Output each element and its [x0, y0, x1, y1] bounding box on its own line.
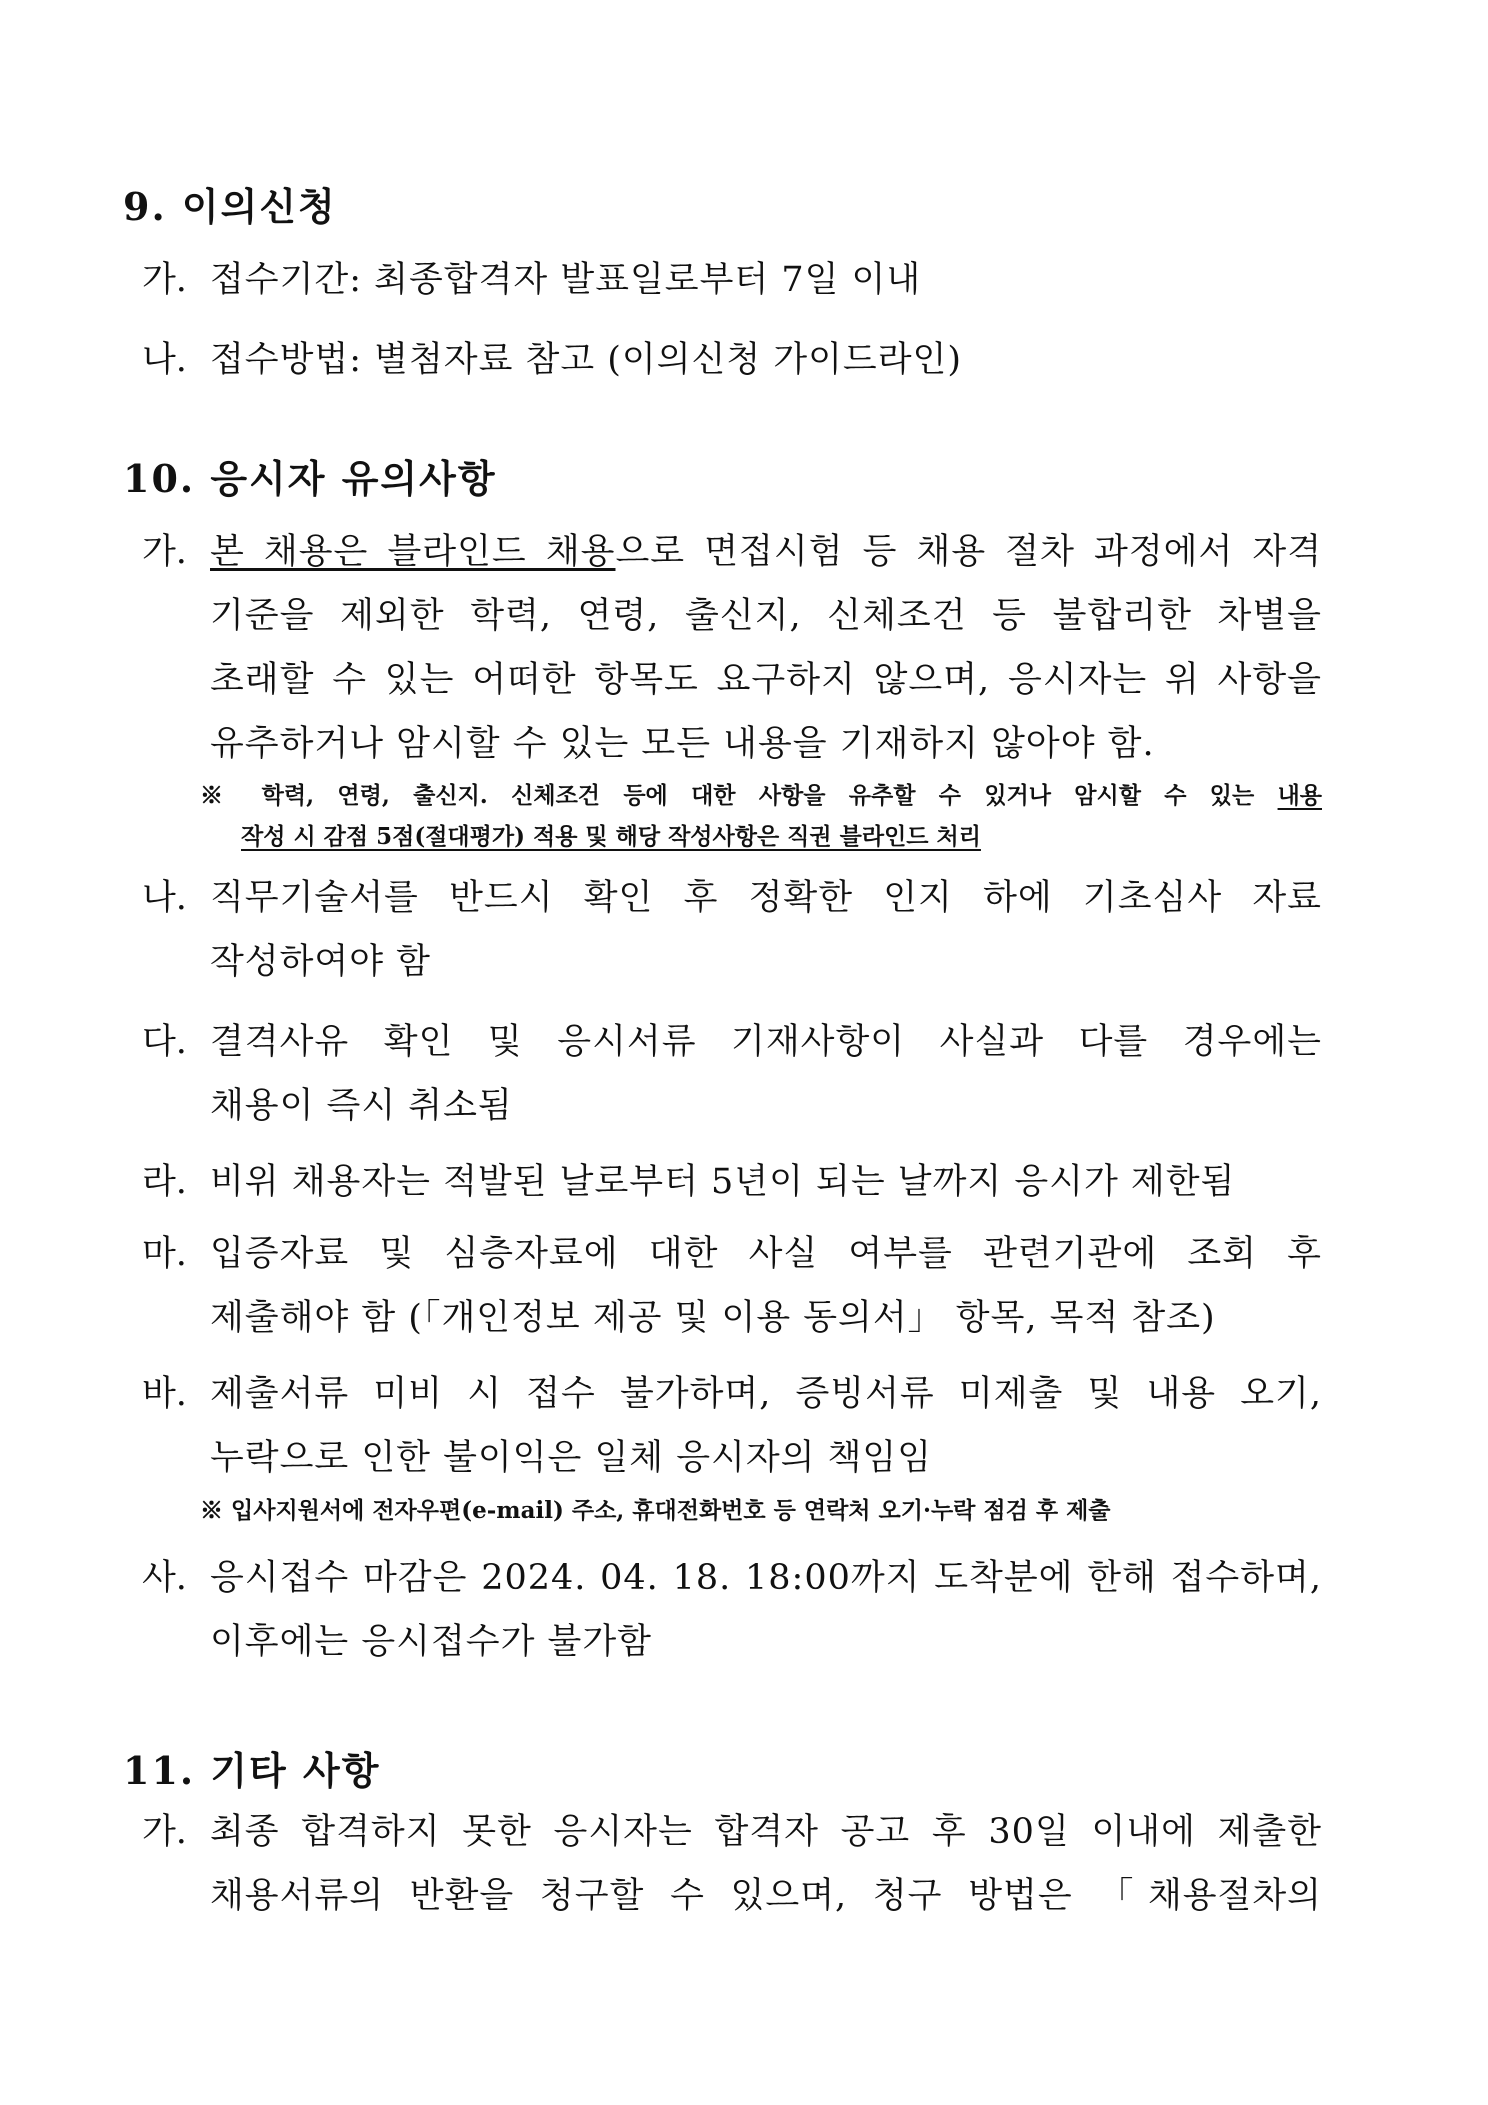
item-text: 접수방법: 별첨자료 참고 (이의신청 가이드라인)	[210, 340, 962, 380]
section-10-item-da	[142, 1010, 1322, 1138]
item-text: 접수기간: 최종합격자 발표일로부터 7일 이내	[210, 260, 922, 300]
item-marker: 다.	[142, 1022, 187, 1062]
item-text-line: 입증자료 및 심층자료에 대한 사실 여부를 관련기관에 조회 후	[210, 1234, 1322, 1274]
blind-recruitment-emphasis: 본 채용은 블라인드 채용	[210, 532, 616, 572]
section-10-item-na	[142, 866, 1322, 994]
item-marker: 사.	[142, 1558, 187, 1598]
item-text-line: 직무기술서를 반드시 확인 후 정확한 인지 하에 기초심사 자료	[210, 878, 1322, 918]
section-10-title: 10. 응시자 유의사항	[123, 456, 497, 501]
section-11-item-ga	[142, 1800, 1322, 1928]
item-text-line: 유추하거나 암시할 수 있는 모든 내용을 기재하지 않아야 함.	[210, 724, 1155, 764]
section-10-note-1	[200, 775, 1322, 857]
item-text-line: 기준을 제외한 학력, 연령, 출신지, 신체조건 등 불합리한 차별을	[210, 596, 1322, 636]
item-text-line: 작성하여야 함	[210, 942, 431, 982]
item-marker: 마.	[142, 1234, 187, 1274]
item-marker: 바.	[142, 1374, 187, 1414]
item-text-line: 이후에는 응시접수가 불가함	[210, 1622, 652, 1662]
item-text-line: 채용서류의 반환을 청구할 수 있으며, 청구 방법은 「채용절차의	[210, 1876, 1322, 1916]
section-10-item-ma	[142, 1222, 1322, 1350]
item-text-line: 결격사유 확인 및 응시서류 기재사항이 사실과 다를 경우에는	[210, 1022, 1322, 1062]
section-9-item-na	[142, 328, 1322, 392]
section-10-note-2	[200, 1490, 1322, 1531]
item-marker: 가.	[142, 1812, 187, 1852]
item-marker: 나.	[142, 340, 187, 380]
item-text-line: 최종 합격하지 못한 응시자는 합격자 공고 후 30일 이내에 제출한	[210, 1812, 1322, 1852]
item-text-line: 초래할 수 있는 어떠한 항목도 요구하지 않으며, 응시자는 위 사항을	[210, 660, 1322, 700]
section-10-item-sa	[142, 1546, 1322, 1674]
item-marker: 가.	[142, 532, 187, 572]
section-9-item-ga	[142, 248, 1322, 312]
item-text-line: 본 채용은 블라인드 채용으로 면접시험 등 채용 절차 과정에서 자격	[210, 532, 1322, 572]
item-marker: 가.	[142, 260, 187, 300]
section-10-item-ra	[142, 1150, 1322, 1214]
note-line: ※ 입사지원서에 전자우편(e-mail) 주소, 휴대전화번호 등 연락처 오기·누락 점검 후 제출	[200, 1497, 1111, 1524]
section-10-item-ga	[142, 520, 1322, 776]
item-text-line: 비위 채용자는 적발된 날로부터 5년이 되는 날까지 응시가 제한됨	[210, 1162, 1236, 1202]
item-text-line: 제출서류 미비 시 접수 불가하며, 증빙서류 미제출 및 내용 오기,	[210, 1374, 1322, 1414]
section-10-item-ba	[142, 1362, 1322, 1490]
item-text-line: 제출해야 함 (「개인정보 제공 및 이용 동의서」 항목, 목적 참조)	[210, 1298, 1216, 1338]
section-11-title: 11. 기타 사항	[123, 1748, 381, 1793]
item-text-line: 누락으로 인한 불이익은 일체 응시자의 책임임	[210, 1438, 933, 1478]
item-text-line: 채용이 즉시 취소됨	[210, 1086, 513, 1126]
section-9-title: 9. 이의신청	[123, 184, 337, 229]
item-text-line: 응시접수 마감은 2024. 04. 18. 18:00까지 도착분에 한해 접수하며,	[210, 1558, 1322, 1598]
note-line: 작성 시 감점 5점(절대평가) 적용 및 해당 작성사항은 직권 블라인드 처리	[241, 823, 981, 850]
note-line: ※ 학력, 연령, 출신지. 신체조건 등에 대한 사항을 유추할 수 있거나 암시할 수 있는 내용	[200, 782, 1322, 809]
item-marker: 나.	[142, 878, 187, 918]
item-marker: 라.	[142, 1162, 187, 1202]
